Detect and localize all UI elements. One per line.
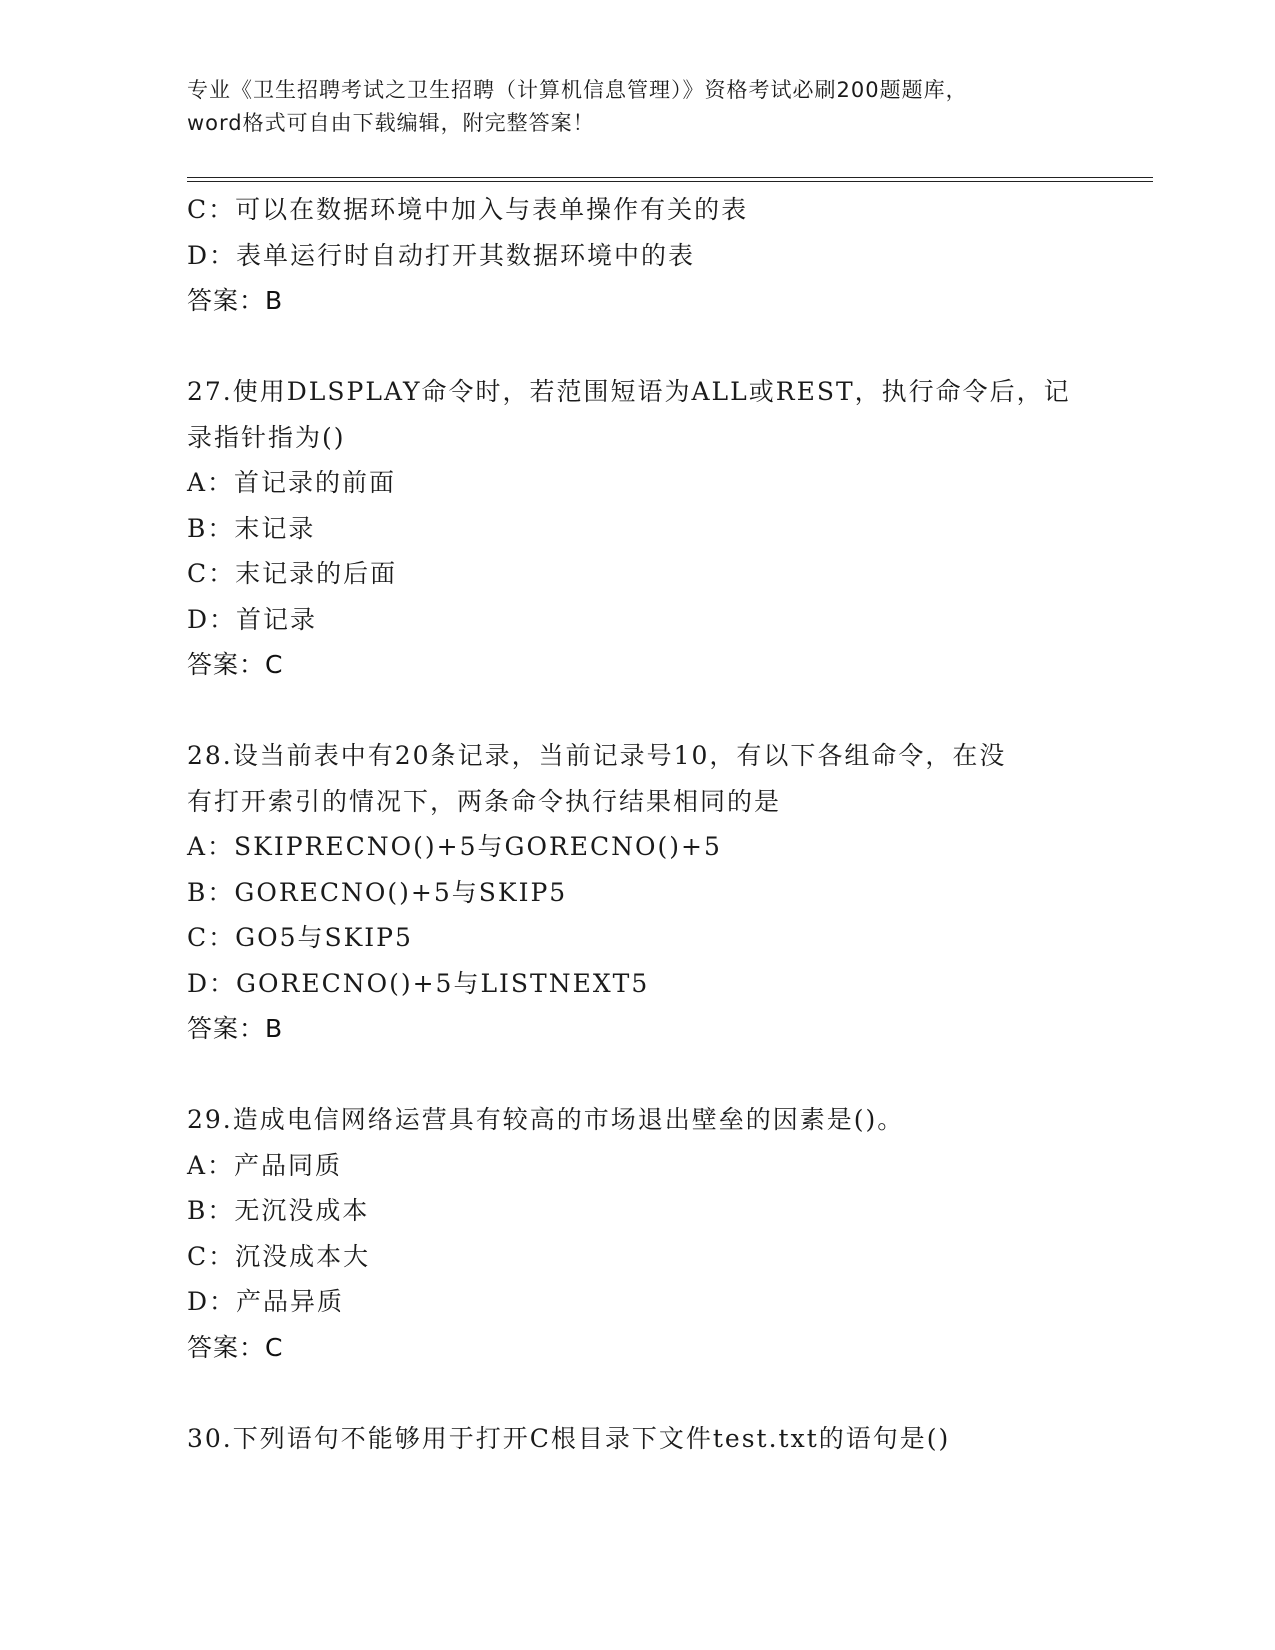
option-b: B：无沉没成本 [187,1196,370,1225]
question-stem: 27.使用DLSPLAY命令时，若范围短语为ALL或REST，执行命令后，记 [187,377,1071,406]
question-list [187,187,1087,1461]
option-c: C：可以在数据环境中加入与表单操作有关的表 [187,195,749,224]
header-divider-top [187,177,1153,178]
question-stem: 30.下列语句不能够用于打开C根目录下文件test.txt的语句是() [187,1423,951,1453]
question-stem: 29.造成电信网络运营具有较高的市场退出壁垒的因素是()。 [187,1105,905,1134]
question-28 [187,733,1087,1052]
option-a: A：首记录的前面 [187,468,397,497]
option-a: A：SKIPRECNO()+5与GORECNO()+5 [187,832,722,861]
option-c: C：末记录的后面 [187,559,398,588]
answer-line: 答案：B [187,286,284,315]
spacer [187,1052,1087,1098]
question-29 [187,1097,1087,1370]
option-b: B：GORECNO()+5与SKIP5 [187,877,568,907]
option-b: B：末记录 [187,513,316,543]
question-26-tail [187,187,1087,324]
option-d: D：表单运行时自动打开其数据环境中的表 [187,240,696,270]
question-27 [187,369,1087,688]
document-header [187,74,1087,140]
option-a: A：产品同质 [187,1150,343,1180]
spacer [187,1370,1087,1416]
answer-line: 答案：C [187,1332,284,1362]
header-divider-bottom [187,181,1153,182]
option-d: D：首记录 [187,604,318,634]
question-stem: 28.设当前表中有20条记录，当前记录号10，有以下各组命令，在没 [187,741,1007,770]
option-d: D：产品异质 [187,1287,345,1316]
option-c: C：沉没成本大 [187,1241,371,1271]
header-line-2: word格式可自由下载编辑，附完整答案！ [187,111,595,135]
answer-line: 答案：B [187,1014,284,1043]
question-30 [187,1416,1087,1462]
question-stem-continued: 录指针指为() [187,422,346,452]
option-c: C：GO5与SKIP5 [187,923,413,952]
header-line-1: 专业《卫生招聘考试之卫生招聘（计算机信息管理）》资格考试必刷200题题库， [187,78,968,102]
question-stem-continued: 有打开索引的情况下，两条命令执行结果相同的是 [187,786,782,816]
answer-line: 答案：C [187,650,284,679]
spacer [187,688,1087,734]
spacer [187,324,1087,370]
option-d: D：GORECNO()+5与LISTNEXT5 [187,968,650,998]
